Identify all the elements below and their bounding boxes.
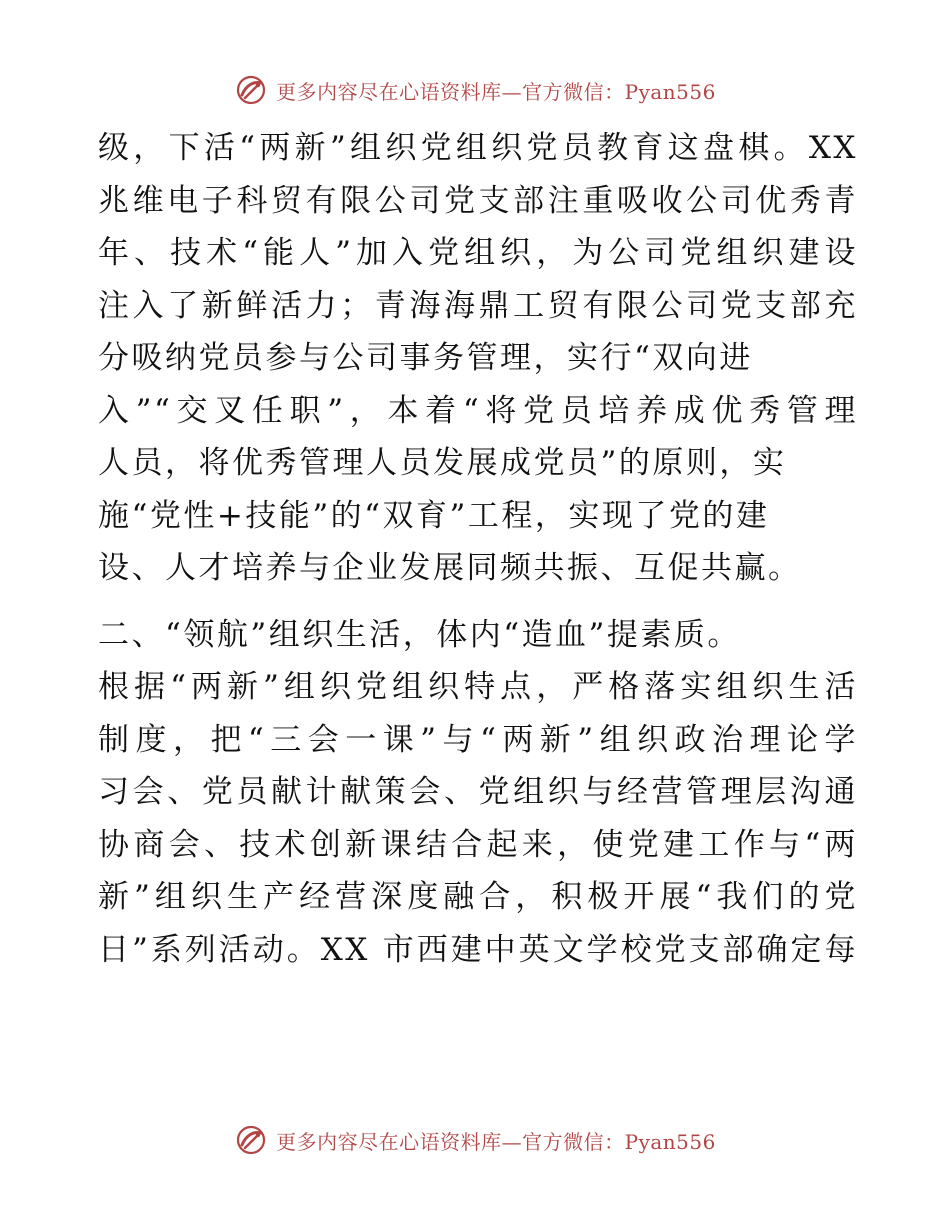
header-banner-text: 更多内容尽在心语资料库—官方微信：Pyan556 (276, 79, 716, 104)
footer-banner (0, 1120, 950, 1160)
text-line: 级，下活“两新”组织党组织党员教育这盘棋。XX (98, 130, 858, 166)
paragraph (98, 122, 858, 595)
text-line: 新”组织生产经营深度融合，积极开展“我们的党 (98, 879, 858, 915)
paragraph-spacer (98, 595, 858, 609)
text-line: 根据“两新”组织党组织特点，严格落实组织生活 (98, 669, 858, 705)
footer-banner-text: 更多内容尽在心语资料库—官方微信：Pyan556 (276, 1129, 716, 1154)
text-line: 习会、党员献计献策会、党组织与经营管理层沟通 (98, 774, 858, 810)
text-line: 协商会、技术创新课结合起来，使党建工作与“两 (98, 826, 858, 863)
text-line: 人员，将优秀管理人员发展成党员”的原则，实 (98, 445, 787, 481)
text-line: 分吸纳党员参与公司事务管理，实行“双向进 (98, 340, 753, 376)
text-line: 设、人才培养与企业发展同频共振、互促共赢。 (98, 550, 802, 586)
text-line: 兆维电子科贸有限公司党支部注重吸收公司优秀青 (98, 182, 858, 219)
document-body (98, 122, 858, 976)
paragraph (98, 609, 858, 977)
red-stamp-logo-icon (234, 1123, 268, 1157)
text-line: 入”“交叉任职”，本着“将党员培养成优秀管理 (98, 392, 858, 429)
header-banner (0, 70, 950, 110)
section-heading-line: 二、“领航”组织生活，体内“造血”提素质。 (98, 616, 741, 653)
text-line: 制度，把“三会一课”与“两新”组织政治理论学 (98, 721, 858, 758)
red-stamp-logo-icon (234, 73, 268, 107)
text-line: 注入了新鲜活力；青海海鼎工贸有限公司党支部充 (98, 287, 858, 324)
text-line: 日”系列活动。XX 市西建中英文学校党支部确定每 (98, 931, 858, 968)
text-line: 施“党性+技能”的“双育”工程，实现了党的建 (98, 497, 770, 534)
text-line: 年、技术“能人”加入党组织，为公司党组织建设 (98, 235, 858, 271)
